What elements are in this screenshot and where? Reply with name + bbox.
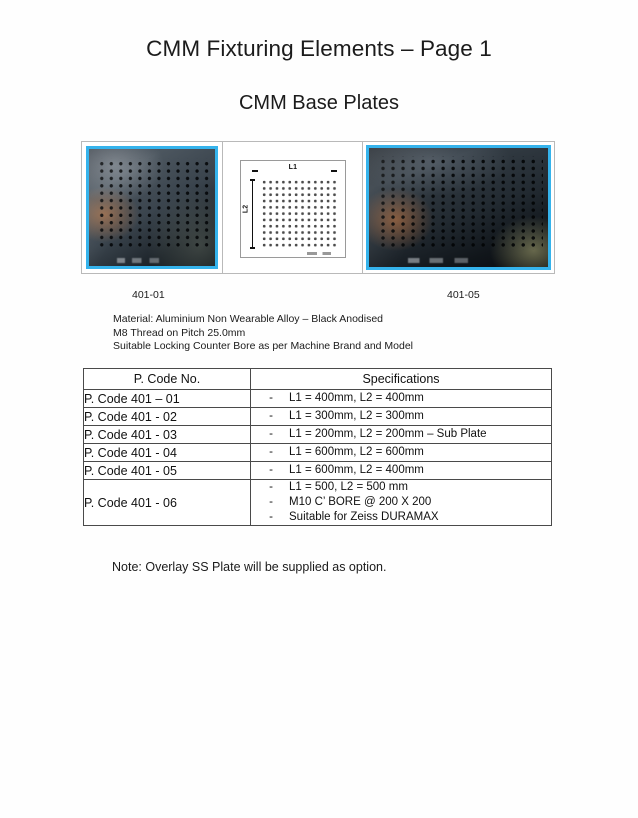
table-body [84, 390, 552, 526]
figure-caption-left: 401-01 [132, 289, 165, 301]
cell-product-code: P. Code 401 – 01 [84, 390, 251, 408]
specification-list [251, 391, 551, 406]
page-subtitle: CMM Base Plates [238, 92, 400, 114]
specification-text: L1 = 600mm, L2 = 400mm [289, 464, 424, 476]
plate-edge-markings [117, 258, 175, 263]
figure-caption-right: 401-05 [447, 289, 480, 301]
specification-item [251, 445, 551, 460]
material-spec-line-1: Material: Aluminium Non Wearable Alloy – Black Anodised [113, 313, 384, 325]
column-header-specifications: Specifications [251, 369, 552, 390]
figure-cell-right [363, 142, 554, 273]
specification-item [251, 409, 551, 424]
product-code-table [83, 368, 552, 526]
bullet-dash-icon: - [269, 496, 273, 508]
specification-text: L1 = 300mm, L2 = 300mm [289, 410, 424, 422]
cell-specifications [251, 444, 552, 462]
bullet-dash-icon: - [269, 481, 273, 493]
plate-surface [369, 148, 548, 267]
specification-item [251, 391, 551, 406]
specification-list [251, 445, 551, 460]
column-header-code: P. Code No. [84, 369, 251, 390]
footer-note: Note: Overlay SS Plate will be supplied as option. [112, 560, 387, 574]
cell-specifications [251, 462, 552, 480]
cell-product-code: P. Code 401 - 06 [84, 480, 251, 526]
drawing-l1-tick-left [252, 170, 258, 172]
bullet-dash-icon: - [269, 464, 273, 476]
page-title: CMM Fixturing Elements – Page 1 [146, 36, 492, 61]
drawing-l2-dimension-line [252, 179, 253, 249]
bullet-dash-icon: - [269, 392, 273, 404]
table-row [84, 390, 552, 408]
plate-surface [89, 149, 215, 266]
specification-list [251, 480, 551, 525]
cell-specifications [251, 480, 552, 526]
specification-text: L1 = 200mm, L2 = 200mm – Sub Plate [289, 428, 487, 440]
specification-text: M10 C’ BORE @ 200 X 200 [289, 496, 432, 508]
specification-list [251, 463, 551, 478]
specification-item [251, 463, 551, 478]
plate-photo-401-01 [86, 146, 218, 269]
cell-product-code: P. Code 401 - 02 [84, 408, 251, 426]
table-header-row [84, 369, 552, 390]
bullet-dash-icon: - [269, 446, 273, 458]
bullet-dash-icon: - [269, 511, 273, 523]
table-row [84, 444, 552, 462]
figure-cell-left [82, 142, 223, 273]
specification-item [251, 510, 551, 525]
drawing-l1-tick-right [331, 170, 337, 172]
cell-product-code: P. Code 401 - 03 [84, 426, 251, 444]
specification-item [251, 427, 551, 442]
specification-text: L1 = 600mm, L2 = 600mm [289, 446, 424, 458]
drawing-l2-label: L2 [242, 204, 250, 214]
drawing-hole-grid [261, 179, 337, 249]
cell-specifications [251, 408, 552, 426]
specification-list [251, 427, 551, 442]
figure-cell-middle [223, 142, 363, 273]
cell-specifications [251, 426, 552, 444]
drawing-title-block [307, 252, 341, 255]
cell-specifications [251, 390, 552, 408]
cell-product-code: P. Code 401 - 05 [84, 462, 251, 480]
plate-edge-markings [408, 258, 490, 263]
plate-photo-right-image [369, 148, 548, 267]
material-spec-line-3: Suitable Locking Counter Bore as per Machine Brand and Model [113, 340, 414, 353]
specification-item [251, 495, 551, 510]
figure-strip [81, 141, 555, 274]
drawing-l1-label: L1 [288, 164, 298, 171]
plate-photo-401-05 [366, 145, 551, 270]
specification-text: L1 = 500, L2 = 500 mm [289, 481, 408, 493]
specification-text: Suitable for Zeiss DURAMAX [289, 511, 439, 523]
drawing-l1-dimension-line [252, 171, 337, 172]
bullet-dash-icon: - [269, 428, 273, 440]
specification-list [251, 409, 551, 424]
specification-text: L1 = 400mm, L2 = 400mm [289, 392, 424, 404]
plate-technical-drawing [240, 160, 346, 258]
bullet-dash-icon: - [269, 410, 273, 422]
table-row [84, 462, 552, 480]
material-spec-line-2: M8 Thread on Pitch 25.0mm [113, 326, 246, 339]
table-row [84, 426, 552, 444]
specification-item [251, 480, 551, 495]
plate-photo-left-image [89, 149, 215, 266]
material-specifications [113, 313, 413, 354]
cell-product-code: P. Code 401 - 04 [84, 444, 251, 462]
table-row [84, 408, 552, 426]
table-row [84, 480, 552, 526]
